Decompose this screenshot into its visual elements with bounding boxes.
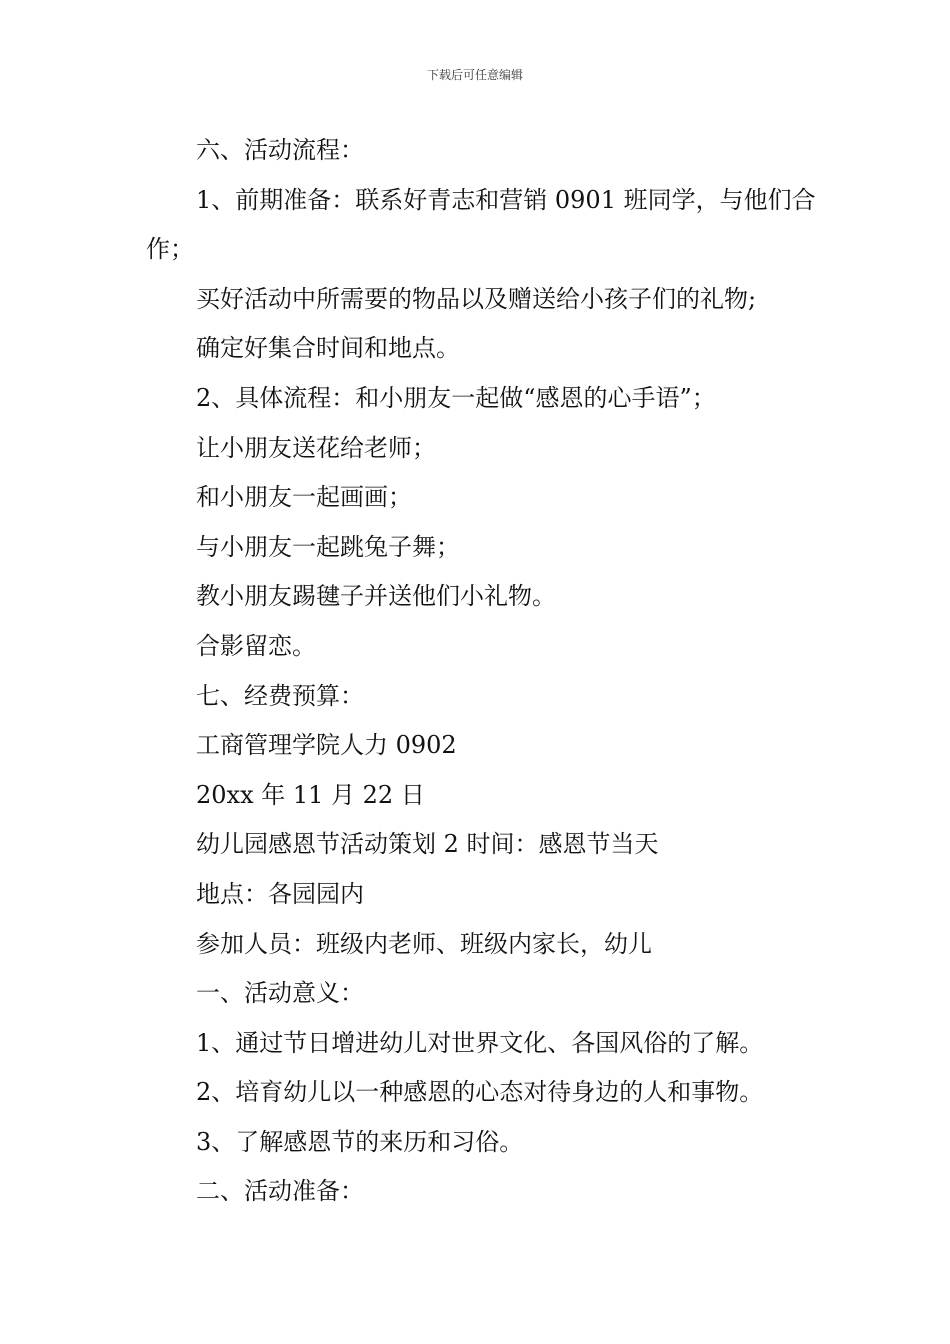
paragraph: 买好活动中所需要的物品以及赠送给小孩子们的礼物;: [196, 284, 757, 313]
document-body: [146, 126, 816, 1217]
paragraph: 3、了解感恩节的来历和习俗。: [196, 1127, 524, 1156]
paragraph: 确定好集合时间和地点。: [196, 334, 460, 363]
paragraph: 2、具体流程：和小朋友一起做“感恩的心手语”；: [196, 383, 716, 412]
paragraph: 1、通过节日增进幼儿对世界文化、各国风俗的了解。: [196, 1028, 764, 1057]
paragraph: 幼儿园感恩节活动策划 2 时间：感恩节当天: [196, 830, 659, 859]
paragraph: 参加人员：班级内老师、班级内家长，幼儿: [196, 929, 652, 958]
paragraph: 六、活动流程：: [196, 136, 364, 164]
paragraph: 二、活动准备：: [196, 1177, 364, 1206]
paragraph: 合影留恋。: [196, 631, 316, 660]
paragraph: 工商管理学院人力 0902: [196, 731, 457, 760]
paragraph: 与小朋友一起跳兔子舞；: [196, 532, 460, 561]
paragraph: 2、培育幼儿以一种感恩的心态对待身边的人和事物。: [196, 1078, 764, 1107]
paragraph: 1、前期准备：联系好青志和营销 0901 班同学，与他们合作；: [146, 185, 816, 264]
paragraph: 让小朋友送花给老师；: [196, 433, 436, 462]
paragraph: 一、活动意义：: [196, 979, 364, 1008]
paragraph: 20xx 年 11 月 22 日: [196, 780, 425, 809]
paragraph: 教小朋友踢毽子并送他们小礼物。: [196, 582, 556, 611]
paragraph: 和小朋友一起画画；: [196, 483, 412, 512]
paragraph: 地点：各园园内: [196, 879, 364, 908]
paragraph: 七、经费预算：: [196, 681, 364, 710]
header-note: 下载后可任意编辑: [426, 68, 523, 82]
